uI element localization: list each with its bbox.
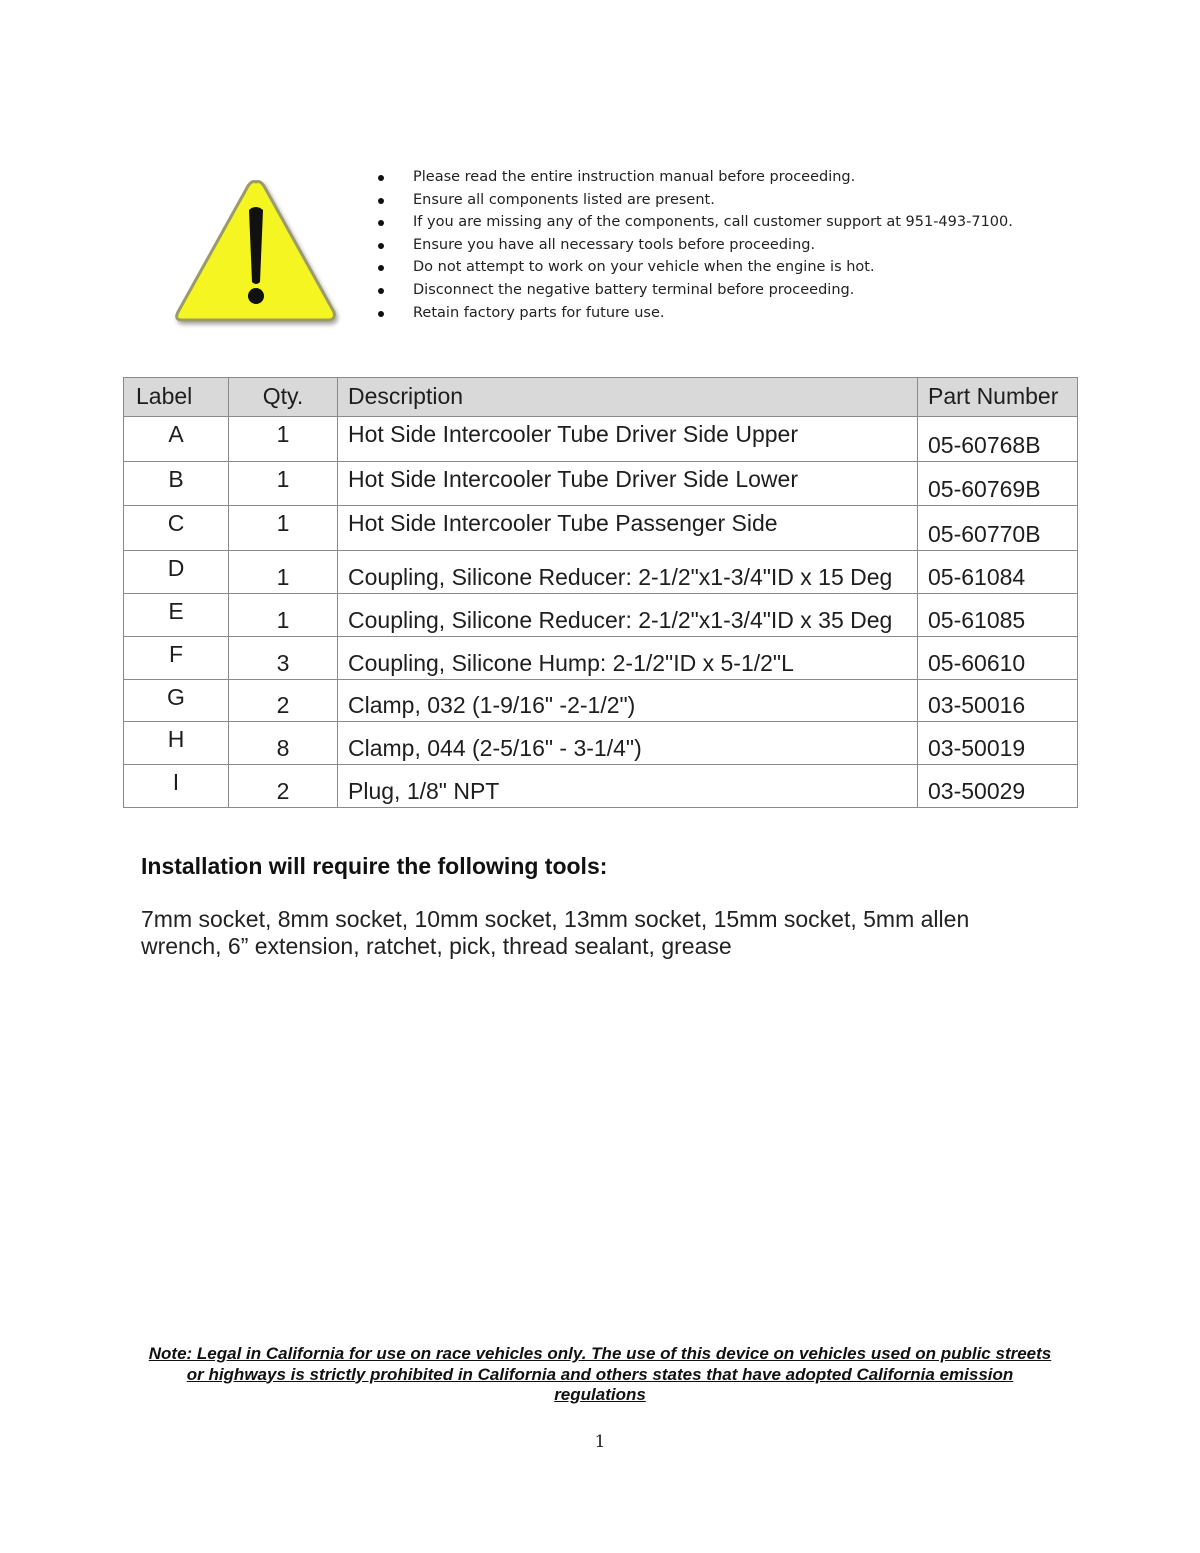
precaution-item: Disconnect the negative battery terminal before proceeding. [372, 279, 1013, 302]
table-row [124, 679, 1078, 722]
tools-list: 7mm socket, 8mm socket, 10mm socket, 13mm socket, 15mm socket, 5mm allen wrench, 6” extension, ratchet, pick, thread sealant, grease [141, 906, 970, 959]
cell-part-number: 05-61085 [918, 593, 1078, 636]
cell-part-number: 05-61084 [918, 551, 1078, 594]
column-header-label: Label [124, 378, 229, 417]
column-header-part-number: Part Number [918, 378, 1078, 417]
cell-label: B [124, 461, 229, 506]
precaution-item: Retain factory parts for future use. [372, 302, 1013, 325]
table-row [124, 593, 1078, 636]
cell-label: A [124, 416, 229, 461]
cell-description: Plug, 1/8" NPT [338, 765, 918, 808]
table-row [124, 636, 1078, 679]
cell-qty: 8 [229, 722, 338, 765]
table-row [124, 416, 1078, 461]
cell-description: Clamp, 032 (1-9/16" -2-1/2") [338, 679, 918, 722]
table-row [124, 506, 1078, 551]
table-row [124, 551, 1078, 594]
precaution-item: Ensure all components listed are present. [372, 189, 1013, 212]
cell-qty: 1 [229, 593, 338, 636]
table-row [124, 765, 1078, 808]
cell-qty: 1 [229, 416, 338, 461]
column-header-qty: Qty. [229, 378, 338, 417]
cell-description: Hot Side Intercooler Tube Driver Side Upper [338, 416, 918, 461]
cell-part-number: 03-50029 [918, 765, 1078, 808]
cell-qty: 1 [229, 461, 338, 506]
precaution-item: If you are missing any of the components, call customer support at 951-493-7100. [372, 211, 1013, 234]
cell-qty: 2 [229, 679, 338, 722]
cell-qty: 3 [229, 636, 338, 679]
warning-triangle-icon [168, 172, 344, 328]
cell-description: Hot Side Intercooler Tube Passenger Side [338, 506, 918, 551]
cell-description: Coupling, Silicone Hump: 2-1/2"ID x 5-1/2"L [338, 636, 918, 679]
table-row [124, 722, 1078, 765]
table-header-row [124, 378, 1078, 417]
cell-description: Hot Side Intercooler Tube Driver Side Lower [338, 461, 918, 506]
cell-label: E [124, 593, 229, 636]
column-header-description: Description [338, 378, 918, 417]
cell-part-number: 03-50016 [918, 679, 1078, 722]
cell-part-number: 05-60610 [918, 636, 1078, 679]
cell-part-number: 05-60768B [918, 416, 1078, 461]
cell-part-number: 03-50019 [918, 722, 1078, 765]
cell-label: H [124, 722, 229, 765]
cell-label: F [124, 636, 229, 679]
cell-qty: 1 [229, 551, 338, 594]
cell-part-number: 05-60770B [918, 506, 1078, 551]
precaution-item: Please read the entire instruction manual before proceeding. [372, 166, 1013, 189]
cell-label: I [124, 765, 229, 808]
cell-label: D [124, 551, 229, 594]
cell-label: C [124, 506, 229, 551]
cell-description: Coupling, Silicone Reducer: 2-1/2"x1-3/4"ID x 35 Deg [338, 593, 918, 636]
precaution-item: Do not attempt to work on your vehicle when the engine is hot. [372, 256, 1013, 279]
cell-label: G [124, 679, 229, 722]
cell-qty: 1 [229, 506, 338, 551]
page-number: 1 [594, 1432, 606, 1452]
table-row [124, 461, 1078, 506]
cell-description: Coupling, Silicone Reducer: 2-1/2"x1-3/4"ID x 15 Deg [338, 551, 918, 594]
tools-heading: Installation will require the following tools: [141, 853, 608, 879]
precautions-list [372, 166, 1013, 324]
cell-part-number: 05-60769B [918, 461, 1078, 506]
cell-qty: 2 [229, 765, 338, 808]
precaution-item: Ensure you have all necessary tools before proceeding. [372, 234, 1013, 257]
cell-description: Clamp, 044 (2-5/16" - 3-1/4") [338, 722, 918, 765]
parts-table [123, 377, 1078, 808]
legal-note: Note: Legal in California for use on race vehicles only. The use of this device on vehicles used on public streets or highways is strictly prohibited in California and others states that have adopted California emission regulations [148, 1344, 1052, 1404]
